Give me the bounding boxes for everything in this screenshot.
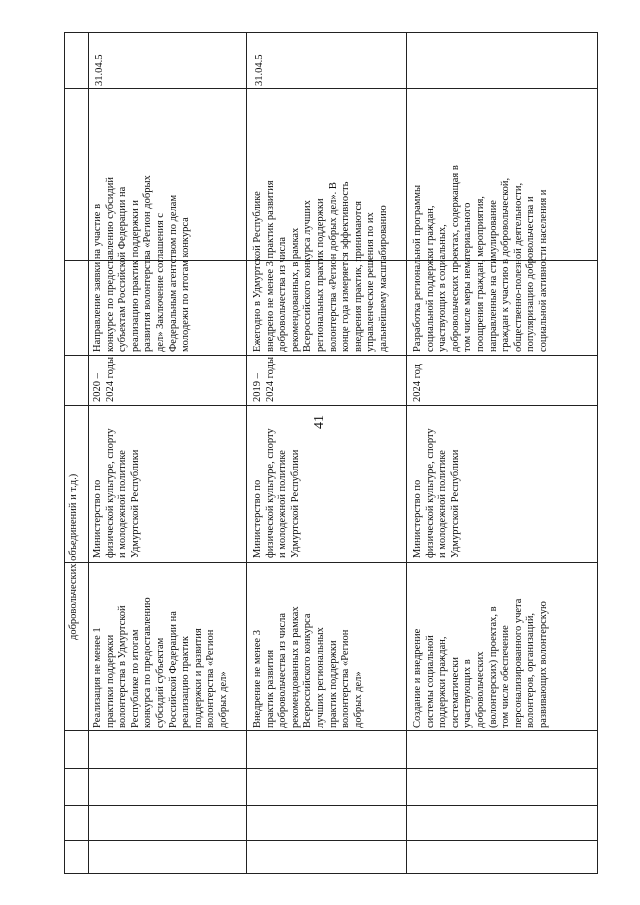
row-divider bbox=[406, 32, 407, 874]
row2-result: Ежегодно в Удмуртской Республике внедрено не менее 3 практик развития добровольчества из числа рекомендованных, в рамках Всероссийского конкурса лучших региональных практик поддержки волонтерства «Регион добрых дел». В конце года измеряется эффективность внедрения практик, принимаются управленческие решения по их дальнейшему масштабированию bbox=[252, 180, 389, 352]
col-divider bbox=[64, 405, 598, 406]
row2-task: Внедрение не менее 3 практик развития добровольчества из числа рекомендованных в рамках Всероссийского конкурса лучших региональных практик поддержки волонтерства «Регион добрых дел» bbox=[252, 606, 364, 728]
row2-period: 2019 – 2024 годы bbox=[252, 356, 276, 402]
col-divider bbox=[64, 840, 598, 841]
row1-executor: Министерство по физической культуре, спорту и молодежной политике Удмуртской Республики bbox=[92, 428, 141, 558]
row2-executor: Министерство по физической культуре, спорту и молодежной политике Удмуртской Республики bbox=[252, 428, 301, 558]
row3-task: Создание и внедрение системы социальной поддержки граждан, систематически участвующих в добровольческих (волонтерских) проектах, в том числе обеспечение персонализированного учета волонтеров, организаций, развивающих волонтерскую bbox=[412, 598, 549, 728]
row3-period: 2024 год bbox=[412, 364, 423, 402]
row1-result: Направление заявки на участие в конкурсе по предоставлению субсидий субъектам Российской Федерации на реализацию практик поддержки и развития волонтерства «Регион добрых дел» Заключение соглашения с Федеральным агентством по делам молодежи по итогам конкурса bbox=[92, 175, 192, 352]
row-divider bbox=[88, 32, 89, 874]
row3-executor: Министерство по физической культуре, спорту и молодежной политике Удмуртской Республики bbox=[412, 428, 461, 558]
page-number: 41 bbox=[312, 415, 327, 429]
row1-period: 2020 – 2024 годы bbox=[92, 356, 116, 402]
row3-result: Разработка региональной программы социальной поддержки граждан, участвующих в социальных, добровольческих проектах, содержащая в том числе меры нематериального поощрения граждан, мероприятия, направленные на стимулирование граждан к участию в добровольческой, общественно-полезной деятельности, популяризацию добровольчества и социальной активности населения и bbox=[412, 165, 549, 352]
col-divider bbox=[64, 355, 598, 356]
continued-header: добровольческих объединений и т.д.) bbox=[68, 473, 79, 640]
row1-task: Реализация не менее 1 практики поддержки волонтерства в Удмуртской Республике по итогам конкурса по предоставлению субсидий субъектам Российской Федерации на реализацию практик поддержки и развития волонтерства «Регион добрых дел» bbox=[92, 597, 229, 728]
col-divider bbox=[64, 768, 598, 769]
row-divider bbox=[246, 32, 247, 874]
col-divider bbox=[64, 730, 598, 731]
row1-code: 31.04.5 bbox=[94, 54, 105, 86]
col-divider bbox=[64, 805, 598, 806]
col-divider bbox=[64, 88, 598, 89]
col-divider bbox=[64, 562, 598, 563]
row2-code: 31.04.5 bbox=[254, 54, 265, 86]
